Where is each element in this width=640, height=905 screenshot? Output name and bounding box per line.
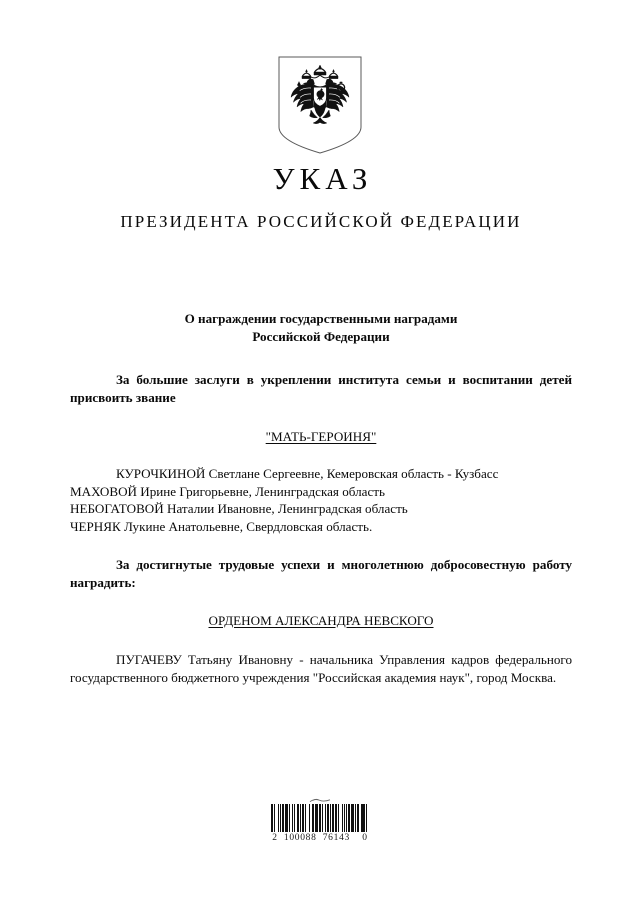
section-2-award-title: ОРДЕНОМ АЛЕКСАНДРА НЕВСКОГО [208,612,434,628]
emblem-container [0,55,640,155]
title-block [0,163,640,231]
barcode-bars [271,804,369,832]
section-1-preamble: За большие заслуги в укреплении института семьи и воспитании детей присвоить звание [70,372,572,405]
decree-heading-line-1: О награждении государственными наградами [184,311,458,326]
page-title: УКАЗ [272,161,373,196]
barcode-digits: 2 100088 76143 0 [272,833,368,843]
section-1-recipient: КУРОЧКИНОЙ Светлане Сергеевне, Кемеровская область - Кузбасс [116,465,499,481]
section-1-recipient: НЕБОГАТОВОЙ Наталии Ивановне, Ленинградская область [70,501,408,517]
russian-coat-of-arms-icon [277,55,363,155]
decree-heading-line-2: Российской Федерации [252,328,390,344]
section-2-recipient: ПУГАЧЕВУ Татьяну Ивановну - начальника Управления кадров федерального государственного бюджетного учреждения "Российская академия наук", город Москва. [70,652,572,685]
section-2-preamble: За достигнутые трудовые успехи и многолетнюю добросовестную работу наградить: [70,557,572,590]
barcode-mark-icon [309,797,331,803]
page-subtitle: ПРЕЗИДЕНТА РОССИЙСКОЙ ФЕДЕРАЦИИ [120,211,522,231]
section-1-recipient: ЧЕРНЯК Лукине Анатольевне, Свердловская область. [70,518,373,534]
section-1-recipient: МАХОВОЙ Ирине Григорьевне, Ленинградская область [70,483,385,499]
document-body [70,310,572,686]
barcode-block [0,797,640,843]
section-1-award-title: "МАТЬ-ГЕРОИНЯ" [265,429,377,445]
